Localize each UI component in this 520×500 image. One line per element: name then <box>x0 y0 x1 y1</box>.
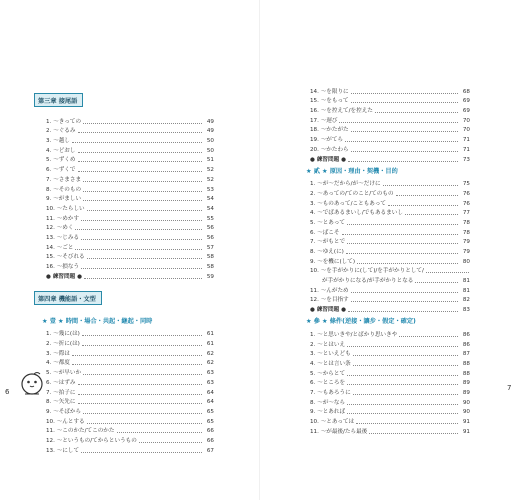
practice-label: ● 練習問題 ● <box>310 307 347 314</box>
page-ref: 52 <box>206 176 214 183</box>
toc-entry[interactable] <box>46 135 214 145</box>
entry-title: 5. 〜とあって <box>310 219 346 226</box>
toc-entry[interactable] <box>310 96 470 106</box>
entry-title: 20. 〜かたわら <box>310 146 349 153</box>
entry-title: 14. 〜を限りに <box>310 88 349 95</box>
leader-dots <box>83 200 202 201</box>
entry-title: 6. 〜はずみ <box>46 379 76 386</box>
page-ref: 78 <box>462 219 470 226</box>
toc-entry[interactable] <box>46 164 214 174</box>
toc-entry[interactable] <box>310 125 470 135</box>
leader-dots <box>83 191 202 192</box>
leader-dots <box>351 292 458 293</box>
page-ref: 75 <box>462 181 470 188</box>
entry-title: 6. 〜ずくで <box>46 167 76 174</box>
toc-entry[interactable] <box>310 285 470 295</box>
page-ref: 89 <box>462 380 470 387</box>
leader-dots <box>81 452 202 453</box>
leader-dots <box>353 394 458 395</box>
leader-dots <box>78 132 203 133</box>
section2-list <box>310 179 470 305</box>
leader-dots <box>339 122 458 123</box>
toc-entry[interactable] <box>310 426 470 436</box>
leader-dots <box>347 384 458 385</box>
page-ref: 66 <box>206 428 214 435</box>
leader-dots <box>353 355 458 356</box>
entry-title: 8. 〜ゆえ(に) <box>310 249 344 255</box>
page-ref: 67 <box>206 447 214 454</box>
leader-dots <box>75 249 202 250</box>
toc-entry[interactable] <box>310 329 470 339</box>
entry-title: 9. 〜とあれば <box>310 409 346 416</box>
leader-dots <box>72 142 202 143</box>
leader-dots <box>426 272 469 273</box>
leader-dots <box>405 214 458 215</box>
leader-dots <box>78 171 203 172</box>
leader-dots <box>83 374 202 375</box>
page-ref: 69 <box>462 98 470 105</box>
toc-entry[interactable] <box>46 116 214 126</box>
page-ref: 90 <box>462 399 470 406</box>
toc-entry[interactable] <box>310 105 470 115</box>
entry-title: が手がかりになる/が手がかりとなる <box>322 278 414 285</box>
page-ref: 54 <box>206 205 214 212</box>
leader-dots <box>72 364 202 365</box>
entry-title: 6. 〜ばこそ <box>310 229 340 236</box>
entry-title: 2. 〜とはいえ <box>310 341 346 348</box>
toc-entry[interactable] <box>310 368 470 378</box>
leader-dots <box>139 442 202 443</box>
leader-dots <box>351 131 458 132</box>
mascot-icon <box>20 370 44 396</box>
entry-title: 4. 〜でばあるまいし/でもあるまいし <box>310 210 403 217</box>
entry-title: 12. 〜めく <box>46 225 74 232</box>
entry-title: 15. 〜そびれる <box>46 254 85 261</box>
leader-dots <box>87 423 202 424</box>
entry-title: 3. 〜といえども <box>310 351 351 358</box>
toc-entry[interactable] <box>310 339 470 349</box>
toc-entry[interactable] <box>310 208 470 218</box>
page-ref: 50 <box>206 147 214 154</box>
page-ref: 86 <box>462 341 470 348</box>
page-ref: 81 <box>462 287 470 294</box>
page-ref: 88 <box>462 360 470 367</box>
entry-title: 10. 〜んとする <box>46 418 85 425</box>
page-ref: 83 <box>462 307 470 314</box>
toc-entry[interactable] <box>46 261 214 271</box>
page-ref: 70 <box>462 127 470 134</box>
toc-entry[interactable] <box>46 445 214 455</box>
entry-title: 2. 〜折に(は) <box>46 341 80 348</box>
leader-dots <box>82 345 202 346</box>
toc-entry[interactable] <box>46 242 214 252</box>
page-ref: 49 <box>206 128 214 135</box>
chapter3-practice-row[interactable] <box>46 271 214 281</box>
page-ref: 65 <box>206 408 214 415</box>
page-ref: 71 <box>462 146 470 153</box>
toc-entry[interactable] <box>310 198 470 208</box>
page-ref: 73 <box>462 156 470 163</box>
page-ref: 89 <box>462 389 470 396</box>
leader-dots <box>83 123 202 124</box>
page-ref: 62 <box>206 360 214 367</box>
chapter4-list <box>46 329 214 455</box>
toc-entry[interactable] <box>310 256 470 266</box>
page-ref: 68 <box>462 88 470 95</box>
entry-title: 17. 〜遅び <box>310 117 338 124</box>
leader-dots <box>87 210 202 211</box>
page-ref: 65 <box>206 418 214 425</box>
page-ref: 78 <box>462 229 470 236</box>
leader-dots <box>375 112 458 113</box>
page-ref: 91 <box>462 419 470 425</box>
entry-title: 3. 〜越し <box>46 138 70 145</box>
page-ref: 55 <box>206 215 214 222</box>
toc-entry[interactable] <box>46 203 214 213</box>
page-ref: 63 <box>206 379 214 386</box>
section1-cont-list <box>310 86 470 154</box>
toc-entry[interactable] <box>310 86 470 96</box>
entry-title: 13. 〜じみる <box>46 234 80 241</box>
toc-entry[interactable] <box>310 295 470 305</box>
entry-title: 4. 〜とは言い条 <box>310 360 351 367</box>
page-ref: 56 <box>206 234 214 241</box>
page-ref: 61 <box>206 341 214 348</box>
page-ref: 80 <box>462 258 470 265</box>
toc-entry[interactable] <box>46 213 214 223</box>
page-ref: 79 <box>462 239 470 246</box>
leader-dots <box>78 161 203 162</box>
toc-entry[interactable] <box>46 223 214 233</box>
leader-dots <box>357 263 458 264</box>
page-ref: 49 <box>206 118 214 125</box>
toc-entry[interactable] <box>310 358 470 368</box>
toc-entry[interactable] <box>310 237 470 247</box>
entry-title: 11. 〜めかす <box>46 215 80 222</box>
toc-entry[interactable] <box>310 397 470 407</box>
page-ref: 64 <box>206 389 214 396</box>
page-ref: 76 <box>462 200 470 207</box>
page-ref: 61 <box>206 331 214 338</box>
entry-title: 6. 〜ところを <box>310 380 346 387</box>
toc-entry[interactable] <box>310 227 470 237</box>
leader-dots <box>82 335 202 336</box>
leader-dots <box>347 404 458 405</box>
entry-title: 8. 〜が〜なら <box>310 399 346 406</box>
practice-label: ● 練習問題 ● <box>46 273 83 280</box>
page-ref: 81 <box>462 278 470 285</box>
toc-right-page <box>306 86 470 436</box>
leader-dots <box>353 365 458 366</box>
toc-entry[interactable] <box>46 397 214 407</box>
toc-entry[interactable] <box>46 145 214 155</box>
entry-title: 7. 〜拍子に <box>46 389 76 396</box>
page-ref: 56 <box>206 225 214 232</box>
toc-entry[interactable] <box>46 184 214 194</box>
leader-dots <box>87 258 202 259</box>
leader-dots <box>346 253 458 254</box>
section-3-heading: ★ 參 ★ 條件(逆接・讓步・假定・確定) <box>306 318 416 326</box>
practice-row-b[interactable] <box>310 304 470 314</box>
toc-entry[interactable] <box>310 275 470 285</box>
section3-list <box>310 329 470 436</box>
page-ref: 58 <box>206 264 214 270</box>
toc-entry[interactable] <box>46 126 214 136</box>
leader-dots <box>78 394 203 395</box>
toc-entry[interactable] <box>46 426 214 436</box>
toc-entry[interactable] <box>46 435 214 445</box>
page-ref: 91 <box>462 428 470 435</box>
entry-title: 11. 〜が最後/たら最後 <box>310 428 368 435</box>
toc-entry[interactable] <box>46 367 214 377</box>
leader-dots <box>81 268 202 269</box>
chapter3-heading: 第三章 接尾語 <box>34 93 83 107</box>
entry-title: 7. 〜がもとで <box>310 239 346 246</box>
entry-title: 10. 〜を手がかりに(して)/を手がかりとして/ <box>310 268 424 275</box>
toc-entry[interactable] <box>46 338 214 348</box>
chapter4-section-1: ★ 壹 ★ 時間・場合・共起・継起・同時 <box>42 317 153 325</box>
leader-dots <box>83 413 202 414</box>
toc-entry[interactable] <box>310 378 470 388</box>
leader-dots <box>72 355 202 356</box>
entry-title: 19. 〜がてら <box>310 137 344 144</box>
toc-entry[interactable] <box>46 377 214 387</box>
leader-dots <box>351 151 458 152</box>
entry-title: 10. 〜たらしい <box>46 205 85 212</box>
entry-title: 15. 〜をもって <box>310 98 349 105</box>
entry-title: 3. 〜ものあって/こともあって <box>310 200 387 207</box>
toc-entry[interactable] <box>46 387 214 397</box>
entry-title: 13. 〜にして <box>46 447 80 454</box>
page-ref: 88 <box>462 370 470 377</box>
entry-title: 12. 〜というもの/てからというもの <box>46 437 137 444</box>
leader-dots <box>347 413 458 414</box>
leader-dots <box>81 220 202 221</box>
entry-title: 1. 〜きっての <box>46 118 82 125</box>
page-ref: 57 <box>206 244 214 251</box>
entry-title: 10. 〜とあっては <box>310 419 355 425</box>
entry-title: 12. 〜を目指す <box>310 297 349 304</box>
leader-dots <box>356 423 458 424</box>
entry-title: 18. 〜かたがた <box>310 127 349 134</box>
page-number-right: 7 <box>507 384 512 392</box>
entry-title: 5. 〜からとて <box>310 370 346 377</box>
page-ref: 63 <box>206 370 214 377</box>
leader-dots <box>348 161 458 162</box>
toc-entry[interactable] <box>46 252 214 262</box>
leader-dots <box>383 185 458 186</box>
page-ref: 87 <box>462 351 470 358</box>
entry-title: 2. 〜ぐるみ <box>46 128 76 135</box>
page-ref: 76 <box>462 190 470 197</box>
toc-entry[interactable] <box>310 217 470 227</box>
page-ref: 69 <box>462 108 470 115</box>
page-ref: 66 <box>206 437 214 444</box>
entry-title: 7. 〜さまさま <box>46 176 82 183</box>
leader-dots <box>347 346 458 347</box>
toc-entry[interactable] <box>46 155 214 165</box>
entry-title: 8. 〜矢先に <box>46 399 76 406</box>
entry-title: 11. 〜このかた/てこのかた <box>46 428 115 435</box>
practice-row-a[interactable] <box>310 154 470 164</box>
leader-dots <box>396 195 458 196</box>
leader-dots <box>84 278 202 279</box>
leader-dots <box>117 432 203 433</box>
page-ref: 77 <box>462 210 470 217</box>
toc-entry[interactable] <box>310 349 470 359</box>
entry-title: 16. 〜を控えて/を控えた <box>310 108 373 115</box>
toc-left-page <box>38 88 214 455</box>
toc-entry[interactable] <box>310 188 470 198</box>
toc-entry[interactable] <box>46 348 214 358</box>
section-2-heading: ★ 貳 ★ 原因・理由・契機・目的 <box>306 167 398 175</box>
entry-title: 5. 〜が早いか <box>46 370 82 377</box>
toc-entry[interactable] <box>46 416 214 426</box>
entry-title: 11. 〜んがため <box>310 287 349 294</box>
toc-entry[interactable] <box>310 387 470 397</box>
toc-entry[interactable] <box>310 179 470 189</box>
leader-dots <box>78 152 203 153</box>
page-ref: 90 <box>462 409 470 416</box>
leader-dots <box>415 282 458 283</box>
toc-entry[interactable] <box>46 358 214 368</box>
toc-entry[interactable] <box>46 174 214 184</box>
entry-title: 3. 〜際は <box>46 350 70 357</box>
toc-entry[interactable] <box>310 407 470 417</box>
page-ref: 70 <box>462 117 470 124</box>
toc-entry[interactable] <box>310 134 470 144</box>
toc-entry[interactable] <box>310 115 470 125</box>
practice-label: ● 練習問題 ● <box>310 156 347 163</box>
page-ref: 53 <box>206 186 214 193</box>
leader-dots <box>351 93 458 94</box>
entry-title: 1. 〜幾に(は) <box>46 331 80 338</box>
leader-dots <box>345 141 458 142</box>
toc-entry[interactable] <box>46 194 214 204</box>
page-ref: 62 <box>206 350 214 357</box>
page-ref: 58 <box>206 254 214 261</box>
leader-dots <box>78 403 203 404</box>
entry-title: 5. 〜ずくめ <box>46 157 76 164</box>
leader-dots <box>81 239 202 240</box>
entry-title: 9. 〜を機に(して) <box>310 258 356 265</box>
toc-entry[interactable] <box>310 246 470 256</box>
chapter4-heading: 第四章 機能語・文型 <box>34 291 102 305</box>
leader-dots <box>388 205 458 206</box>
page-ref: 59 <box>206 273 214 280</box>
entry-title: 14. 〜ごと <box>46 244 74 251</box>
page-ref: 52 <box>206 167 214 174</box>
page-ref: 82 <box>462 297 470 304</box>
leader-dots <box>83 181 202 182</box>
page-ref: 64 <box>206 399 214 406</box>
page-ref: 50 <box>206 138 214 145</box>
leader-dots <box>351 301 458 302</box>
leader-dots <box>369 433 458 434</box>
page-ref: 79 <box>462 249 470 255</box>
leader-dots <box>348 311 458 312</box>
leader-dots <box>351 102 458 103</box>
entry-title: 9. 〜がましい <box>46 196 82 203</box>
entry-title: 16. 〜損なう <box>46 264 80 270</box>
toc-entry[interactable] <box>310 416 470 426</box>
entry-title: 7. 〜もあろうに <box>310 389 351 396</box>
leader-dots <box>78 384 203 385</box>
toc-entry[interactable] <box>46 406 214 416</box>
leader-dots <box>399 336 458 337</box>
page-ref: 86 <box>462 331 470 338</box>
chapter3-list <box>46 116 214 271</box>
page-number-left: 6 <box>5 388 10 396</box>
entry-title: 4. 〜都度 <box>46 360 70 367</box>
page-ref: 71 <box>462 137 470 144</box>
leader-dots <box>347 375 458 376</box>
page-ref: 54 <box>206 196 214 203</box>
entry-title: 4. 〜どおし <box>46 147 76 154</box>
entry-title: 2. 〜あっての/てのこと/てのもの <box>310 190 394 197</box>
toc-entry[interactable] <box>310 144 470 154</box>
toc-entry[interactable] <box>46 232 214 242</box>
entry-title: 1. 〜と思いきや/とばかり思いきや <box>310 331 398 338</box>
leader-dots <box>342 234 459 235</box>
page-ref: 51 <box>206 157 214 164</box>
leader-dots <box>347 224 458 225</box>
book-spine <box>259 0 260 500</box>
leader-dots <box>347 243 458 244</box>
entry-title: 1. 〜が〜だから/が〜だけに <box>310 181 381 188</box>
leader-dots <box>75 229 202 230</box>
entry-title: 8. 〜そのもの <box>46 186 82 193</box>
entry-title: 9. 〜そばから <box>46 408 82 415</box>
toc-entry[interactable] <box>310 266 470 276</box>
toc-entry[interactable] <box>46 329 214 339</box>
